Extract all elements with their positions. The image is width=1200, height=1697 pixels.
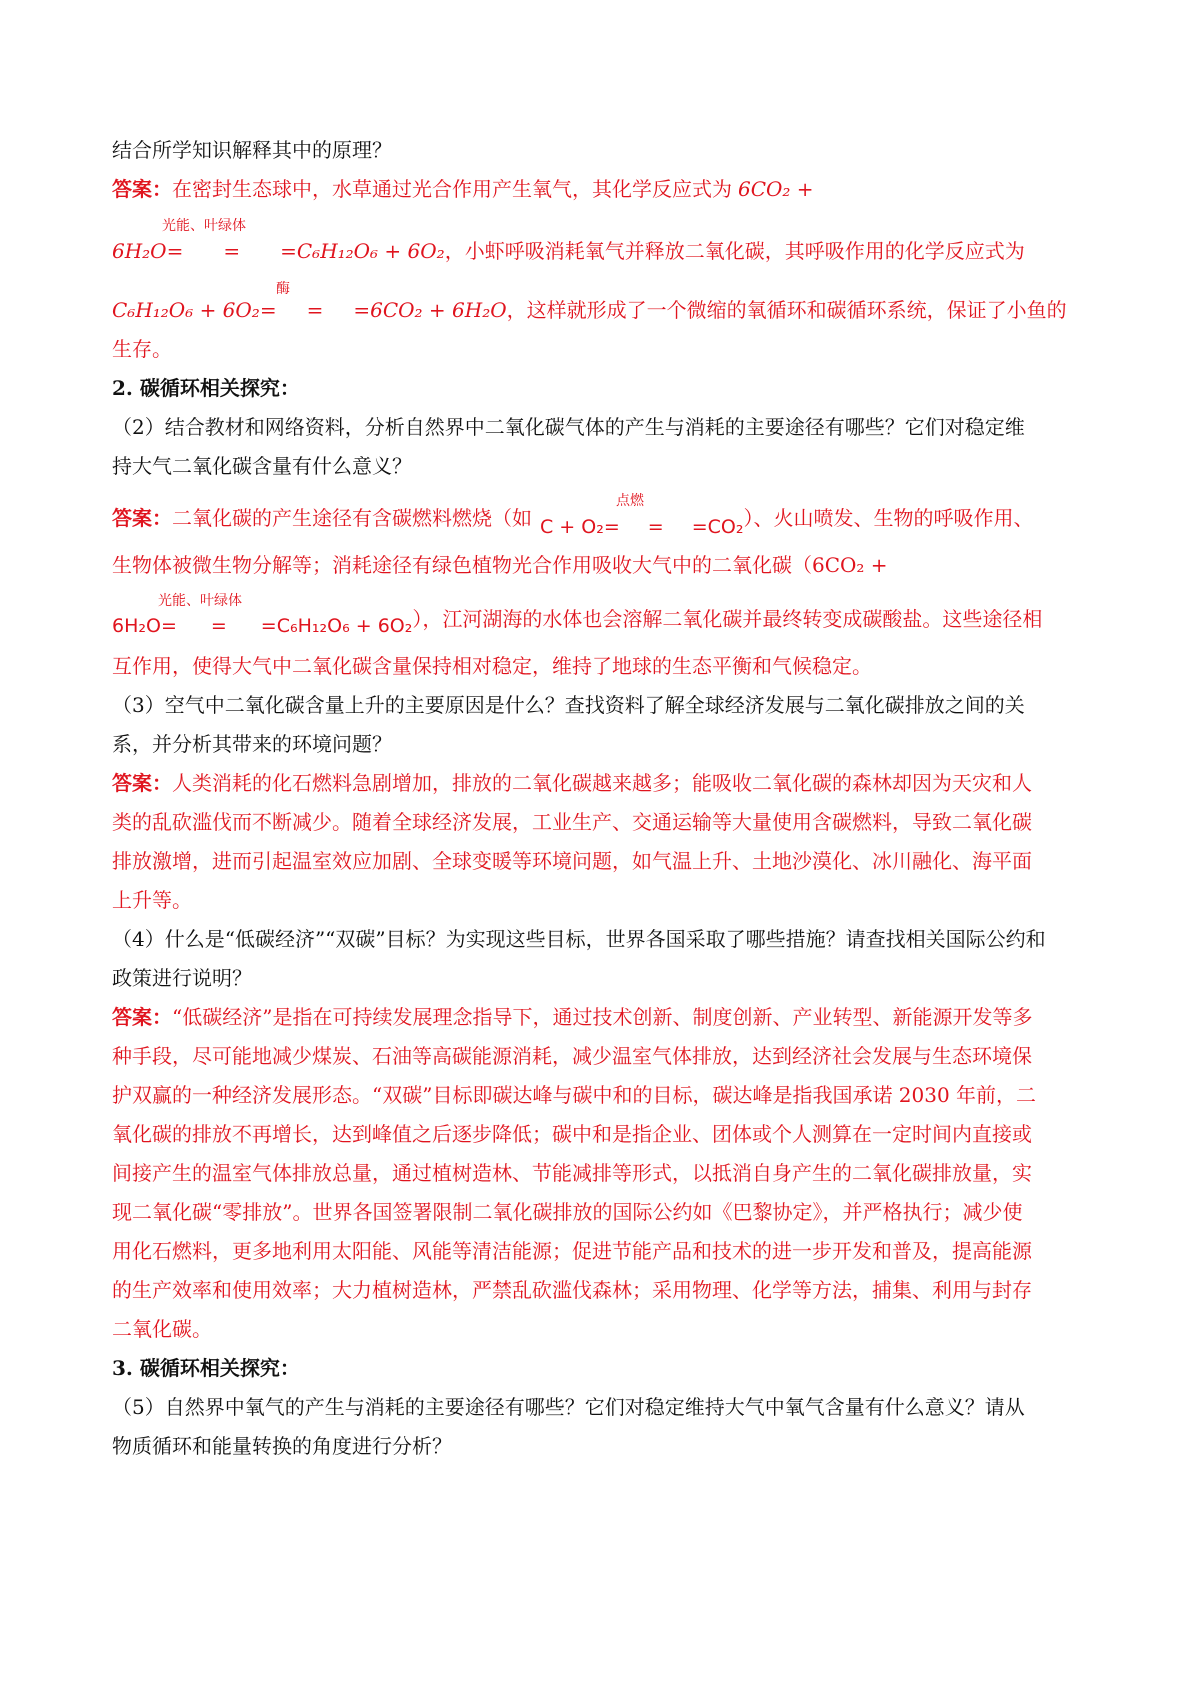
question-3-line-1: （3）空气中二氧化碳含量上升的主要原因是什么？查找资料了解全球经济发展与二氧化碳排放之间的关 [112, 693, 1025, 717]
answer-1-line-4: 生存。 [112, 337, 172, 361]
reaction-condition: 酶 [276, 281, 290, 297]
answer-4-line-2: 种手段，尽可能地减少煤炭、石油等高碳能源消耗，减少温室气体排放，达到经济社会发展与生态环境保 [112, 1044, 1032, 1068]
answer-label: 答案： [112, 506, 172, 530]
answer-2-line-2: 生物体被微生物分解等；消耗途径有绿色植物光合作用吸收大气中的二氧化碳（6CO₂ + [112, 553, 888, 577]
section-heading-2: 2. 碳循环相关探究： [112, 376, 300, 400]
question-5-line-1: （5）自然界中氧气的产生与消耗的主要途径有哪些？它们对稳定维持大气中氧气含量有什么意义？请从 [112, 1395, 1025, 1419]
answer-3-line-4: 上升等。 [112, 888, 192, 912]
answer-4-line-4: 氧化碳的排放不再增长，达到峰值之后逐步降低；碳中和是指企业、团体或个人测算在一定时间内直接或 [112, 1122, 1032, 1146]
answer-4-line-8: 的生产效率和使用效率；大力植树造林，严禁乱砍滥伐森林；采用物理、化学等方法，捕集、利用与封存 [112, 1278, 1032, 1302]
answer-3-line-2: 类的乱砍滥伐而不断减少。随着全球经济发展，工业生产、交通运输等大量使用含碳燃料，导致二氧化碳 [112, 810, 1032, 834]
answer-2-line-4: 互作用，使得大气中二氧化碳含量保持相对稳定，维持了地球的生态平衡和气候稳定。 [112, 654, 872, 678]
section-heading-3: 3. 碳循环相关探究： [112, 1356, 300, 1380]
question-3-line-2: 系，并分析其带来的环境问题？ [112, 732, 392, 756]
answer-label: 答案： [112, 771, 172, 795]
reaction-condition: 点燃 [616, 493, 644, 509]
answer-1-line-2: 6H₂O= = =C₆H₁₂O₆ + 6O₂，小虾呼吸消耗氧气并释放二氧化碳，其呼吸作用的化学反应式为 [112, 239, 1025, 263]
answer-3-line-1: 答案：人类消耗的化石燃料急剧增加，排放的二氧化碳越来越多；能吸收二氧化碳的森林却因为天灾和人 [112, 771, 1032, 795]
answer-1-line-3: C₆H₁₂O₆ + 6O₂= = =6CO₂ + 6H₂O，这样就形成了一个微缩的氧循环和碳循环系统，保证了小鱼的 [112, 298, 1067, 322]
answer-4-line-9: 二氧化碳。 [112, 1317, 212, 1341]
question-4-line-1: （4）什么是“低碳经济”“双碳”目标？为实现这些目标，世界各国采取了哪些措施？请查找相关国际公约和 [112, 927, 1046, 951]
question-5-line-2: 物质循环和能量转换的角度进行分析？ [112, 1434, 452, 1458]
question-4-line-2: 政策进行说明？ [112, 966, 252, 990]
answer-2-line-1: 答案：二氧化碳的产生途径有含碳燃料燃烧（如 C + O₂= = =CO₂）、火山喷发、生物的呼吸作用、 [112, 506, 1034, 538]
answer-4-line-7: 用化石燃料，更多地利用太阳能、风能等清洁能源；促进节能产品和技术的进一步开发和普及，提高能源 [112, 1239, 1032, 1263]
question-2-line-2: 持大气二氧化碳含量有什么意义？ [112, 454, 412, 478]
answer-1-line-1: 答案：在密封生态球中，水草通过光合作用产生氧气，其化学反应式为 6CO₂ + [112, 177, 814, 201]
answer-2-line-3: 6H₂O= = =C₆H₁₂O₆ + 6O₂），江河湖海的水体也会溶解二氧化碳并最终转变成碳酸盐。这些途径相 [112, 607, 1043, 637]
reaction-condition: 光能、叶绿体 [158, 593, 242, 609]
answer-label: 答案： [112, 1005, 172, 1029]
answer-4-line-5: 间接产生的温室气体排放总量，通过植树造林、节能减排等形式，以抵消自身产生的二氧化碳排放量，实 [112, 1161, 1032, 1185]
question-2-line-1: （2）结合教材和网络资料，分析自然界中二氧化碳气体的产生与消耗的主要途径有哪些？它们对稳定维 [112, 415, 1025, 439]
question-continuation: 结合所学知识解释其中的原理？ [112, 138, 392, 162]
answer-label: 答案： [112, 177, 172, 201]
reaction-condition: 光能、叶绿体 [162, 218, 246, 234]
answer-4-line-1: 答案：“低碳经济”是指在可持续发展理念指导下，通过技术创新、制度创新、产业转型、新能源开发等多 [112, 1005, 1033, 1029]
answer-4-line-6: 现二氧化碳“零排放”。世界各国签署限制二氧化碳排放的国际公约如《巴黎协定》，并严格执行；减少使 [112, 1200, 1023, 1224]
answer-3-line-3: 排放激增，进而引起温室效应加剧、全球变暖等环境问题，如气温上升、土地沙漠化、冰川融化、海平面 [112, 849, 1032, 873]
answer-4-line-3: 护双赢的一种经济发展形态。“双碳”目标即碳达峰与碳中和的目标，碳达峰是指我国承诺 2030 年前，二 [112, 1083, 1037, 1107]
